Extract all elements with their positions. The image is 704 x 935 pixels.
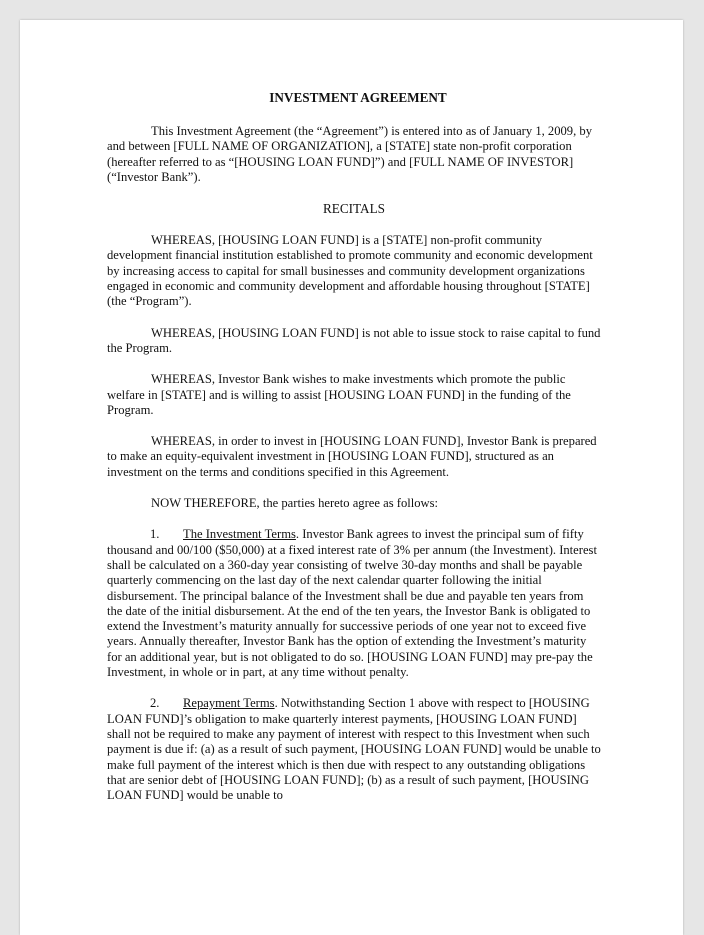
whereas-paragraph-3: WHEREAS, Investor Bank wishes to make investments which promote the public welfare in [STATE] and is willing to assist [HOUSING LOAN FUND] in the funding of the Program. (107, 372, 571, 417)
section-2-title: Repayment Terms (183, 696, 275, 711)
document-page (20, 20, 683, 935)
section-1-body: . Investor Bank agrees to invest the principal sum of fifty thousand and 00/100 ($50,000) at a fixed interest rate of 3% per annum (the Investment). Interest shall be calculated on a 360-day year consisting of twelve 30-day months and shall be payable quarterly commencing on the last day of the next calendar quarter following the initial disbursement. The principal balance of the Investment shall be due and payable ten years from the date of the initial disbursement. At the end of the ten years, the Investor Bank is obligated to extend the Investment’s maturity annually for successive periods of one year not to exceed five years. Annually thereafter, Investor Bank has the option of extending the Investment’s maturity for an additional year, but is not obligated to do so. [HOUSING LOAN FUND] may pre-pay the Investment, in whole or in part, at any time without penalty. (107, 527, 597, 680)
section-1-number: 1. (150, 527, 160, 542)
recitals-heading: RECITALS (323, 201, 385, 217)
document-body (107, 90, 601, 803)
section-2-paragraph (107, 696, 601, 803)
whereas-paragraph-1: WHEREAS, [HOUSING LOAN FUND] is a [STATE] non-profit community development financial institution established to promote community and economic development by increasing access to capital for small businesses and community development organizations engaged in economic and community development and affordable housing throughout [STATE] (the “Program”). (107, 233, 593, 309)
section-2-number: 2. (150, 696, 160, 711)
section-1-title: The Investment Terms (183, 527, 296, 542)
intro-paragraph: This Investment Agreement (the “Agreement”) is entered into as of January 1, 2009, by and between [FULL NAME OF ORGANIZATION], a [STATE] state non-profit corporation (hereafter referred to as “[HOUSING LOAN FUND]”) and [FULL NAME OF INVESTOR] (“Investor Bank”). (107, 124, 592, 184)
document-title: INVESTMENT AGREEMENT (269, 90, 447, 105)
now-therefore-paragraph: NOW THEREFORE, the parties hereto agree as follows: (151, 496, 439, 511)
whereas-paragraph-4: WHEREAS, in order to invest in [HOUSING LOAN FUND], Investor Bank is prepared to make an equity-equivalent investment in [HOUSING LOAN FUND], structured as an investment on the terms and conditions specified in this Agreement. (107, 434, 597, 479)
section-1-paragraph (107, 527, 601, 680)
whereas-paragraph-2: WHEREAS, [HOUSING LOAN FUND] is not able to issue stock to raise capital to fund the Program. (107, 325, 601, 355)
section-2-body: . Notwithstanding Section 1 above with respect to [HOUSING LOAN FUND]’s obligation to make quarterly interest payments, [HOUSING LOAN FUND] shall not be required to make any payment of interest with respect to this Investment when such payment is due if: (a) as a result of such payment, [HOUSING LOAN FUND] would be unable to make full payment of the interest which is then due with respect to any outstanding obligations that are senior debt of [HOUSING LOAN FUND]; (b) as a result of such payment, [HOUSING LOAN FUND] would be unable to (107, 696, 601, 803)
